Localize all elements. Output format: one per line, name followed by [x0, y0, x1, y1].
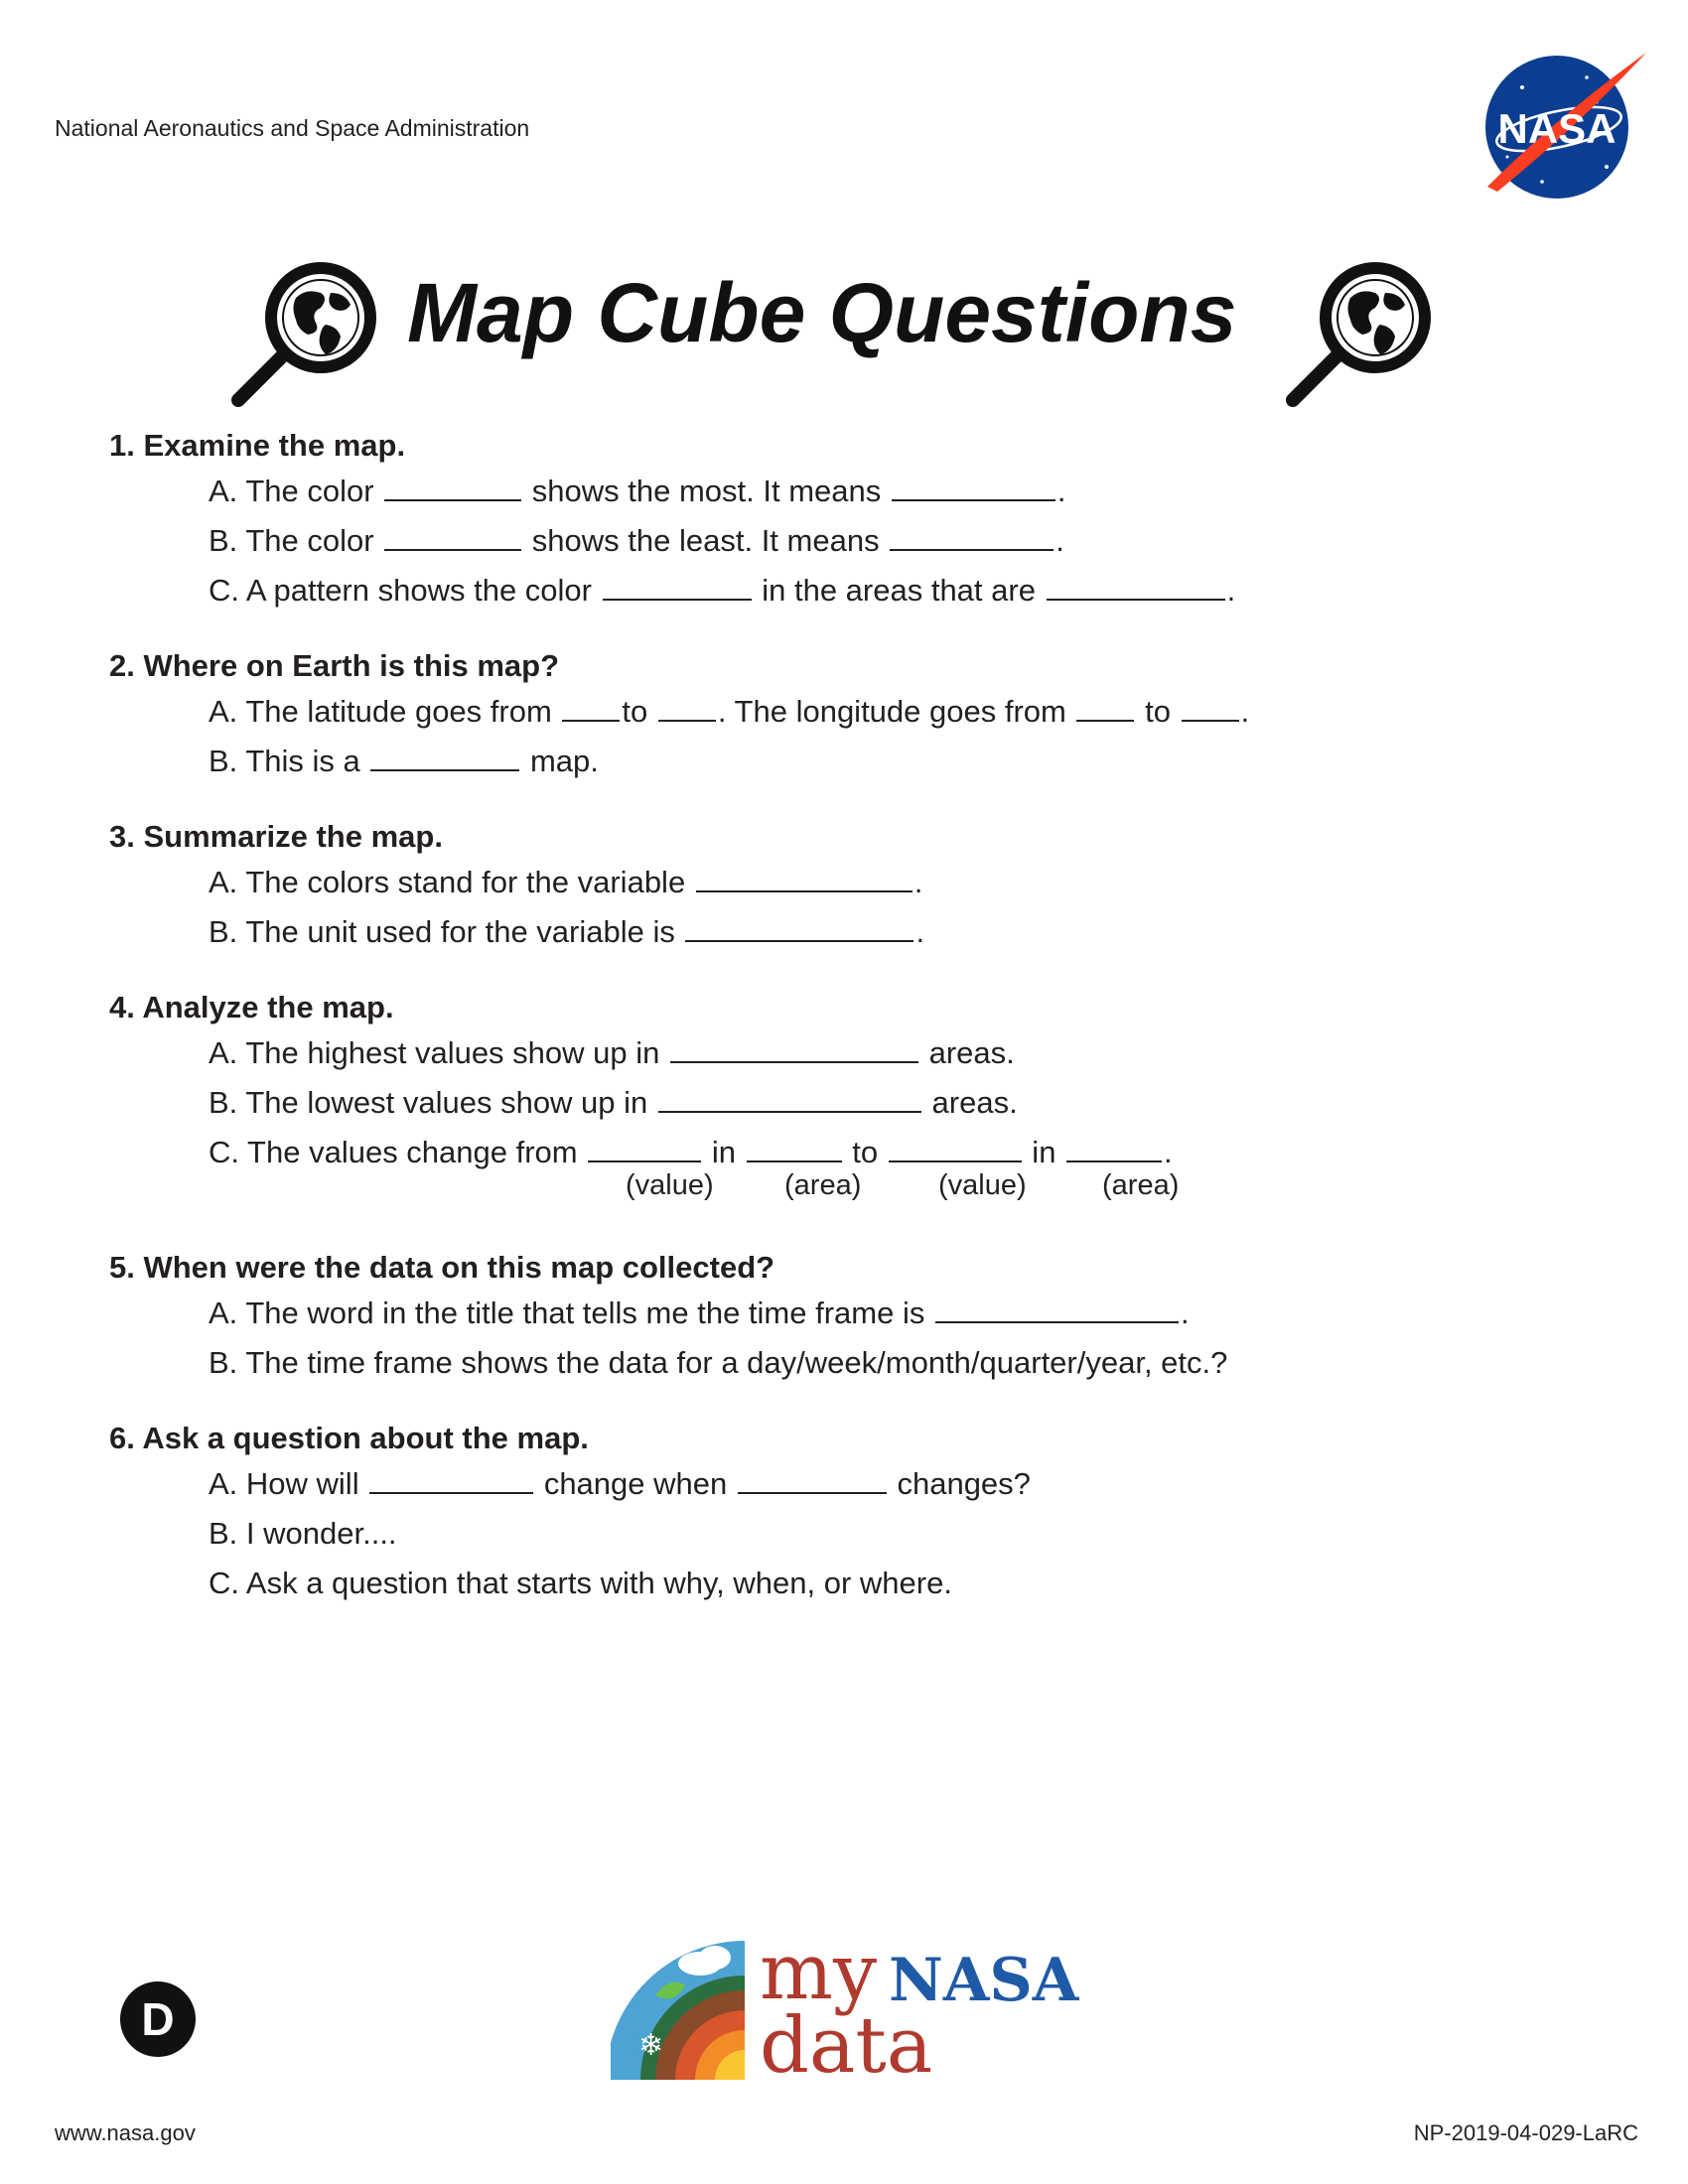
- question-heading: 2. Where on Earth is this map?: [109, 648, 560, 683]
- question-item: [209, 1128, 1579, 1177]
- sub-label: (value): [626, 1169, 714, 1201]
- answer-blank[interactable]: [738, 1464, 887, 1494]
- blank-sub-labels: [209, 1169, 1579, 1217]
- sub-label: (area): [784, 1169, 862, 1201]
- item-text: C. The values change from: [209, 1135, 587, 1169]
- question-4: [109, 987, 1579, 1217]
- document-number: NP-2019-04-029-LaRC: [1413, 2120, 1638, 2145]
- item-text: A. The colors stand for the variable: [209, 865, 694, 899]
- item-text: A. How will: [209, 1466, 368, 1501]
- question-heading: 3. Summarize the map.: [109, 819, 443, 854]
- answer-blank[interactable]: [935, 1294, 1179, 1323]
- question-item: [209, 1459, 1579, 1509]
- question-item: [209, 858, 1579, 907]
- nasa-logo: [1468, 48, 1651, 206]
- answer-blank[interactable]: [658, 1083, 921, 1113]
- item-text: B. I wonder....: [209, 1516, 397, 1551]
- question-heading: 5. When were the data on this map collected?: [109, 1250, 775, 1285]
- item-text: B. The lowest values show up in: [209, 1085, 656, 1120]
- question-item: [209, 467, 1579, 516]
- item-text: map.: [521, 744, 599, 778]
- item-text: .: [1180, 1296, 1190, 1330]
- item-text: in: [703, 1135, 745, 1169]
- question-3: [109, 816, 1579, 957]
- item-text: . The longitude goes from: [717, 694, 1075, 729]
- question-heading: 6. Ask a question about the map.: [109, 1421, 589, 1455]
- item-text: B. The unit used for the variable is: [209, 914, 684, 949]
- question-item: [209, 1028, 1579, 1078]
- level-badge: D: [120, 1981, 196, 2057]
- sub-label: (area): [1102, 1169, 1180, 1201]
- item-text: areas.: [922, 1085, 1018, 1120]
- answer-blank[interactable]: [369, 1464, 533, 1494]
- answer-blank[interactable]: [658, 692, 716, 722]
- question-item: [209, 1078, 1579, 1128]
- item-text: changes?: [888, 1466, 1031, 1501]
- item-text: .: [1056, 474, 1066, 508]
- item-text: .: [1226, 573, 1236, 608]
- question-item: [209, 687, 1579, 737]
- sub-label: (value): [938, 1169, 1027, 1201]
- item-text: C. Ask a question that starts with why, when, or where.: [209, 1566, 952, 1600]
- question-item: [209, 1559, 1579, 1608]
- item-text: B. The time frame shows the data for a day/week/month/quarter/year, etc.?: [209, 1345, 1228, 1380]
- svg-text:NASA: NASA: [1497, 105, 1617, 152]
- item-text: A. The color: [209, 474, 383, 508]
- item-text: A. The latitude goes from: [209, 694, 561, 729]
- magnifying-globe-icon: [1281, 253, 1440, 412]
- item-text: .: [1055, 523, 1064, 558]
- answer-blank[interactable]: [1076, 692, 1134, 722]
- answer-blank[interactable]: [1066, 1133, 1162, 1162]
- item-text: .: [915, 914, 925, 949]
- item-text: .: [1164, 1135, 1173, 1169]
- item-text: shows the most. It means: [523, 474, 890, 508]
- question-item: [209, 1338, 1579, 1388]
- question-list: [109, 425, 1579, 1638]
- item-text: A. The word in the title that tells me the time frame is: [209, 1296, 933, 1330]
- answer-blank[interactable]: [384, 521, 521, 551]
- question-item: [209, 516, 1579, 566]
- brand-data: data: [760, 2001, 933, 2091]
- answer-blank[interactable]: [685, 912, 914, 942]
- question-item: [209, 737, 1579, 786]
- answer-blank[interactable]: [1047, 571, 1225, 601]
- item-text: areas.: [920, 1035, 1015, 1070]
- website-link[interactable]: www.nasa.gov: [55, 2120, 196, 2145]
- answer-blank[interactable]: [588, 1133, 701, 1162]
- question-item: [209, 907, 1579, 957]
- answer-blank[interactable]: [747, 1133, 842, 1162]
- answer-blank[interactable]: [670, 1033, 918, 1063]
- question-1: [109, 425, 1579, 615]
- item-text: to: [1136, 694, 1180, 729]
- question-heading: 4. Analyze the map.: [109, 990, 394, 1024]
- answer-blank[interactable]: [370, 742, 519, 771]
- earth-layers-icon: [611, 1936, 745, 2080]
- answer-blank[interactable]: [1182, 692, 1239, 722]
- item-text: in: [1023, 1135, 1065, 1169]
- magnifying-globe-icon: [226, 253, 385, 412]
- item-text: to: [843, 1135, 887, 1169]
- question-2: [109, 645, 1579, 786]
- item-text: C. A pattern shows the color: [209, 573, 601, 608]
- answer-blank[interactable]: [696, 863, 913, 892]
- item-text: .: [1240, 694, 1250, 729]
- item-text: A. The highest values show up in: [209, 1035, 668, 1070]
- answer-blank[interactable]: [890, 521, 1054, 551]
- question-item: [209, 1289, 1579, 1338]
- question-heading: 1. Examine the map.: [109, 428, 406, 463]
- item-text: in the areas that are: [753, 573, 1045, 608]
- page-title: Map Cube Questions: [407, 266, 1237, 359]
- question-6: [109, 1418, 1579, 1608]
- brand-my: my: [760, 1928, 878, 2017]
- svg-text:❄: ❄: [638, 2028, 664, 2063]
- item-text: B. This is a: [209, 744, 369, 778]
- item-text: .: [914, 865, 923, 899]
- question-item: [209, 566, 1579, 615]
- answer-blank[interactable]: [892, 472, 1055, 501]
- answer-blank[interactable]: [384, 472, 521, 501]
- agency-name: National Aeronautics and Space Administration: [55, 115, 530, 141]
- question-item: [209, 1509, 1579, 1559]
- item-text: shows the least. It means: [523, 523, 889, 558]
- answer-blank[interactable]: [603, 571, 752, 601]
- title-row: [0, 243, 1688, 412]
- brand-nasa: NASA: [889, 1946, 1079, 2015]
- question-5: [109, 1247, 1579, 1388]
- item-text: B. The color: [209, 523, 383, 558]
- answer-blank[interactable]: [889, 1133, 1022, 1162]
- answer-blank[interactable]: [562, 692, 620, 722]
- item-text: to: [622, 694, 656, 729]
- item-text: change when: [535, 1466, 736, 1501]
